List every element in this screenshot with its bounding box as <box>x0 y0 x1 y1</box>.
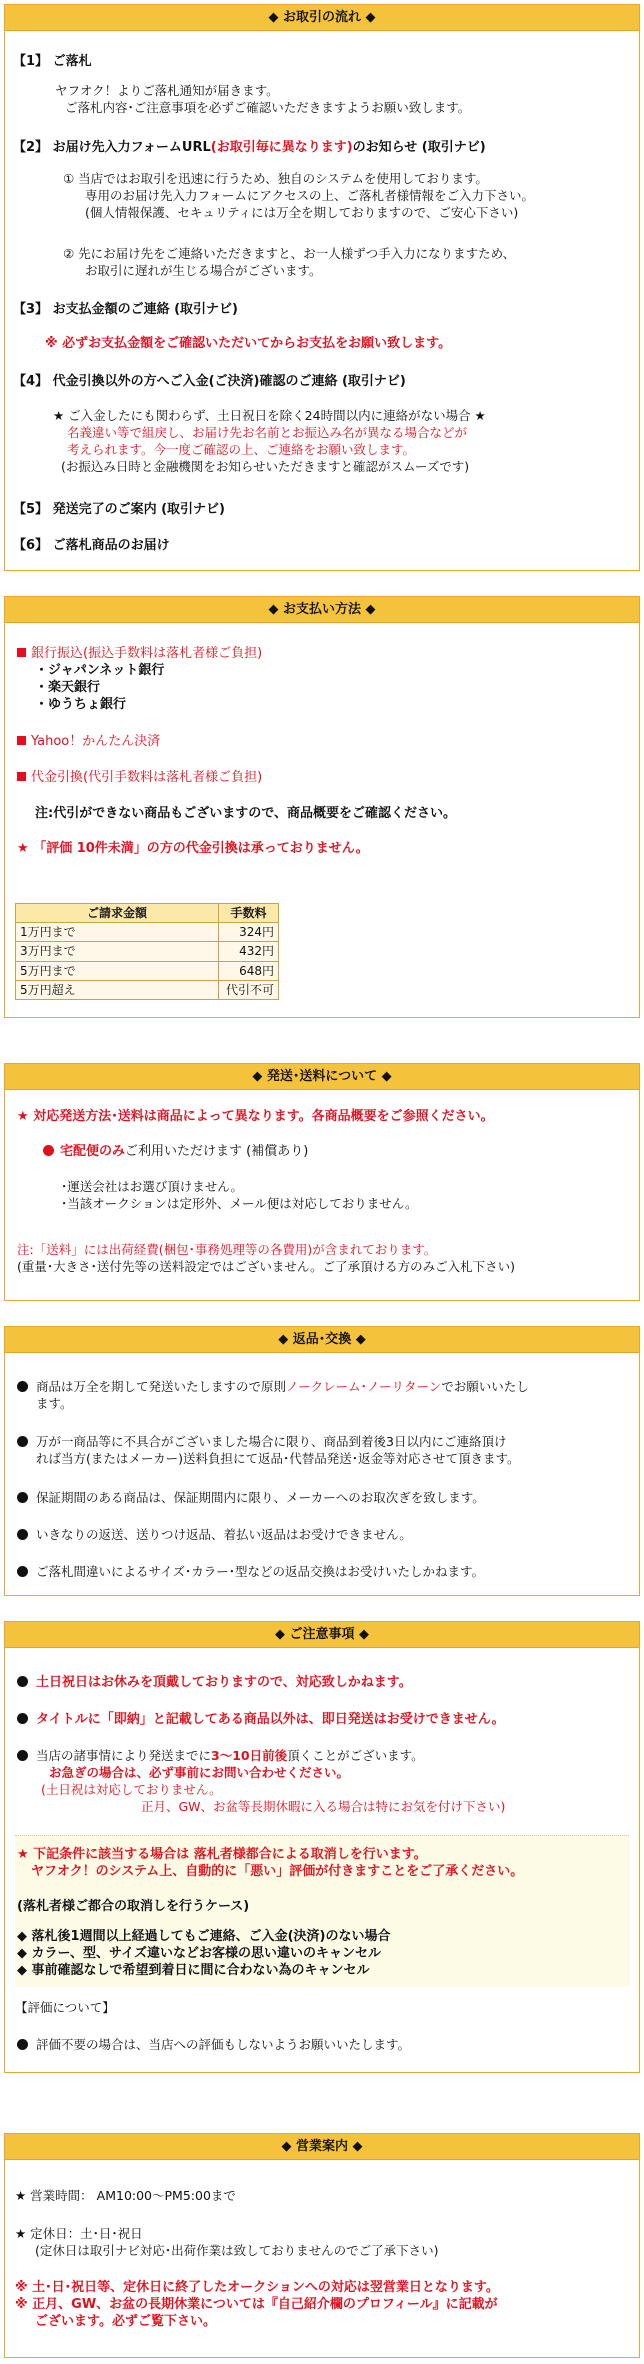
returns-text: ご落札間違いによるサイズ･カラー･型などの返品交換はお受けいたしかねます。 <box>36 1564 485 1579</box>
cancellation-text: ヤフオク！のシステム上、自動的に「悪い」評価が付きますことをご了承ください。 <box>31 1864 524 1879</box>
cancellation-cases-heading: (落札者様ご都合の取消しを行うケース) <box>17 1899 250 1914</box>
section-header: ◆ 返品･交換 ◆ <box>5 1327 639 1353</box>
caution-section <box>4 1621 640 2073</box>
returns-text: 万が一商品等に不具合がございました場合に限り、商品到着後3日以内にご連絡頂け <box>36 1434 507 1449</box>
step-4-text: (お振込み日時と金融機関をお知らせいただきますと確認がスムーズです) <box>61 459 470 474</box>
returns-section <box>4 1326 640 1596</box>
payment-methods-section <box>4 596 640 1018</box>
returns-item <box>17 1490 485 1507</box>
returns-item <box>17 1434 506 1451</box>
caution-text: 頂くことがございます。 <box>287 1748 424 1763</box>
table-cell: 代引不可 <box>219 980 279 999</box>
column-header: 手数料 <box>219 904 279 923</box>
cod-label: 代金引換(代引手数料は落札者様ご負担) <box>31 770 263 785</box>
table-cell: 648円 <box>219 961 279 980</box>
hours-note: ※ 正月、GW、お盆の長期休業については『自己紹介欄のプロフィール』に記載が <box>15 2297 498 2312</box>
no-claim-text: ノークレーム･ノーリターン <box>286 1379 442 1394</box>
square-bullet-icon <box>17 736 26 745</box>
returns-item <box>17 1564 484 1581</box>
square-bullet-icon <box>17 648 26 657</box>
evaluation-text: 評価不要の場合は、当店への評価もしないようお願いいたします。 <box>36 2037 411 2052</box>
caution-text: 土日祝日はお休みを頂戴しておりますので、対応致しかねます。 <box>36 1675 412 1690</box>
circle-bullet-icon <box>17 1436 28 1447</box>
caution-item <box>17 1674 412 1692</box>
step-1-heading: 【1】 ご落札 <box>13 54 92 69</box>
cod-fee-table <box>15 903 279 1000</box>
circle-bullet-icon <box>17 1529 28 1540</box>
cancellation-text: ★ 下記条件に該当する場合は 落札者様都合による取消しを行います。 <box>17 1847 427 1862</box>
circle-bullet-icon <box>17 2039 28 2050</box>
caution-text: お急ぎの場合は、必ず事前にお問い合わせください。 <box>49 1765 350 1780</box>
lead-time-text: 3～10日前後 <box>211 1748 288 1763</box>
evaluation-heading: 【評価について】 <box>15 2000 115 2015</box>
returns-text: 保証期間のある商品は、保証期間内に限り、メーカーへのお取次ぎを致します。 <box>36 1490 485 1505</box>
section-header: ◆ お取引の流れ ◆ <box>5 5 639 31</box>
table-row <box>16 942 279 961</box>
bank-item: ・楽天銀行 <box>35 680 101 695</box>
hours-text: (定休日は取引ナビ対応･出荷作業は致しておりませんのでご了承下さい) <box>35 2243 439 2258</box>
step-4-text: 考えられます。今一度ご確認の上、ご連絡をお願い致します。 <box>67 442 416 457</box>
shipping-note-text: 対応発送方法･送料は商品によって異なります。各商品概要をご参照ください。 <box>33 1109 494 1124</box>
cancellation-case: ◆ 落札後1週間以上経過してもご連絡、ご入金(決済)のない場合 <box>17 1929 391 1944</box>
step-6-heading: 【6】 ご落札商品のお届け <box>13 538 170 553</box>
hours-text: ★ 営業時間： AM10:00～PM5:00まで <box>15 2188 236 2203</box>
caution-item <box>17 1748 424 1765</box>
cancellation-case: ◆ 事前確認なしで希望到着日に間に合わない為のキャンセル <box>17 1963 370 1978</box>
shipping-note <box>17 1108 494 1126</box>
step-2-text: ② 先にお届け先をご連絡いただきますと、お一人様ずつ手入力になりますため、 <box>63 246 516 261</box>
circle-bullet-icon <box>17 1566 28 1577</box>
returns-text: ます。 <box>36 1396 73 1411</box>
cancellation-case: ◆ カラー、型、サイズ違いなどお客様の思い違いのキャンセル <box>17 1946 381 1961</box>
returns-item <box>17 1527 412 1544</box>
step-4-text: 名義違い等で組戻し、お届け先お名前とお振込み名が異なる場合などが <box>67 425 468 440</box>
cancellation-notice-box <box>15 1835 629 1987</box>
table-cell: 432円 <box>219 942 279 961</box>
table-cell: 5万円まで <box>16 961 219 980</box>
returns-text: れば当方(またはメーカー)送料負担にて返品･代替品発送･返金等対応させて頂きます。 <box>36 1451 520 1466</box>
step-1-text: ヤフオク！よりご落札通知が届きます。 <box>55 83 279 98</box>
table-row <box>16 961 279 980</box>
step-2-heading <box>13 139 486 157</box>
star-icon: ★ <box>17 841 34 856</box>
bank-item: ・ジャパンネット銀行 <box>35 663 165 678</box>
step-2-heading-note: (お取引毎に異なります) <box>210 140 353 155</box>
table-cell: 1万円まで <box>16 923 219 942</box>
delivery-method-name: 宅配便のみ <box>60 1144 126 1159</box>
shipping-section <box>4 1063 640 1301</box>
yahoo-payment-heading <box>17 733 160 751</box>
caution-text: 当店の諸事情により発送までに <box>36 1748 212 1763</box>
returns-text: 商品は万全を期して発送いたしますので原則 <box>36 1379 287 1394</box>
section-header: ◆ 営業案内 ◆ <box>5 2134 639 2160</box>
transaction-flow-section <box>4 4 640 571</box>
rating-note-text: 「評価 10件未満」の方の代金引換は承っておりません。 <box>33 841 369 856</box>
evaluation-item <box>17 2037 410 2054</box>
shipping-cost-note: (重量･大きさ･送付先等の送料設定ではございません。ご了承頂ける方のみご入札下さい) <box>17 1259 516 1274</box>
section-header: ◆ 発送･送料について ◆ <box>5 1064 639 1090</box>
shipping-cost-note: 注:「送料」には出荷経費(梱包･事務処理等の各費用)が含まれております。 <box>17 1242 437 1257</box>
step-4-text: ★ ご入金したにも関わらず、土日祝日を除く24時間以内に連絡がない場合 ★ <box>53 408 486 423</box>
bank-transfer-label: 銀行振込(振込手数料は落札者様ご負担) <box>31 646 263 661</box>
step-3-heading: 【3】 お支払金額のご連絡 (取引ナビ) <box>13 302 238 317</box>
circle-bullet-icon <box>17 1713 28 1724</box>
business-hours-section <box>4 2133 640 2358</box>
table-cell: 324円 <box>219 923 279 942</box>
hours-note: ございます。必ずご覧下さい。 <box>35 2314 216 2329</box>
section-header: ◆ お支払い方法 ◆ <box>5 597 639 623</box>
step-5-heading: 【5】 発送完了のご案内 (取引ナビ) <box>13 502 225 517</box>
star-icon: ★ <box>17 1109 34 1124</box>
table-cell: 3万円まで <box>16 942 219 961</box>
hours-note: ※ 土･日･祝日等、定休日に終了したオークションへの対応は翌営業日となります。 <box>15 2280 499 2295</box>
caution-text: (土日祝は対応しておりません。 <box>41 1782 222 1797</box>
step-1-text: ご落札内容･ご注意事項を必ずご確認いただきますようお願い致します。 <box>65 100 471 115</box>
delivery-method <box>43 1143 308 1161</box>
step-2-heading-text: のお知らせ (取引ナビ) <box>352 140 486 155</box>
shipping-text: ･運送会社はお選び頂けません。 <box>61 1179 244 1194</box>
circle-bullet-icon <box>43 1145 54 1156</box>
circle-bullet-icon <box>17 1750 28 1761</box>
cod-note: 注:代引ができない商品もございますので、商品概要をご確認ください。 <box>35 806 456 821</box>
circle-bullet-icon <box>17 1492 28 1503</box>
bank-transfer-heading <box>17 645 262 663</box>
shipping-text: ･当該オークションは定形外、メール便は対応しておりません。 <box>61 1196 418 1211</box>
bank-item: ・ゆうちょ銀行 <box>35 697 127 712</box>
square-bullet-icon <box>17 772 26 781</box>
delivery-method-text: ご利用いただけます (補償あり) <box>125 1144 309 1159</box>
yahoo-payment-label: Yahoo！かんたん決済 <box>31 734 161 749</box>
table-row <box>16 923 279 942</box>
returns-text: いきなりの返送、送りつけ返品、着払い返品はお受けできません。 <box>36 1527 412 1542</box>
cod-heading <box>17 769 262 787</box>
step-4-heading: 【4】 代金引換以外の方へご入金(ご決済)確認のご連絡 (取引ナビ) <box>13 374 406 389</box>
step-2-text: お取引に遅れが生じる場合がございます。 <box>85 263 322 278</box>
caution-item <box>17 1711 505 1729</box>
returns-item <box>17 1379 529 1396</box>
step-2-text: (個人情報保護、セキュリティには万全を期しておりますので、ご安心下さい) <box>85 205 519 220</box>
circle-bullet-icon <box>17 1381 28 1392</box>
table-header-row <box>16 904 279 923</box>
caution-text: タイトルに「即納」と記載してある商品以外は、即日発送はお受けできません。 <box>36 1712 505 1727</box>
circle-bullet-icon <box>17 1676 28 1687</box>
table-row <box>16 980 279 999</box>
hours-text: ★ 定休日：土･日･祝日 <box>15 2226 143 2241</box>
returns-text: でお願いいたし <box>441 1379 529 1394</box>
step-2-text: 専用のお届け先入力フォームにアクセスの上、ご落札者様情報をご入力下さい。 <box>85 188 535 203</box>
step-3-note: ※ 必ずお支払金額をご確認いただいてからお支払をお願い致します。 <box>45 336 452 351</box>
step-2-heading-text: 【2】 お届け先入力フォームURL <box>13 140 211 155</box>
table-cell: 5万円超え <box>16 980 219 999</box>
rating-note <box>17 840 369 858</box>
caution-text: 正月、GW、お盆等長期休暇に入る場合は特にお気を付け下さい) <box>141 1799 506 1814</box>
column-header: ご請求金額 <box>16 904 219 923</box>
step-2-text: ① 当店ではお取引を迅速に行うため、独自のシステムを使用しております。 <box>63 171 488 186</box>
section-header: ◆ ご注意事項 ◆ <box>5 1622 639 1648</box>
